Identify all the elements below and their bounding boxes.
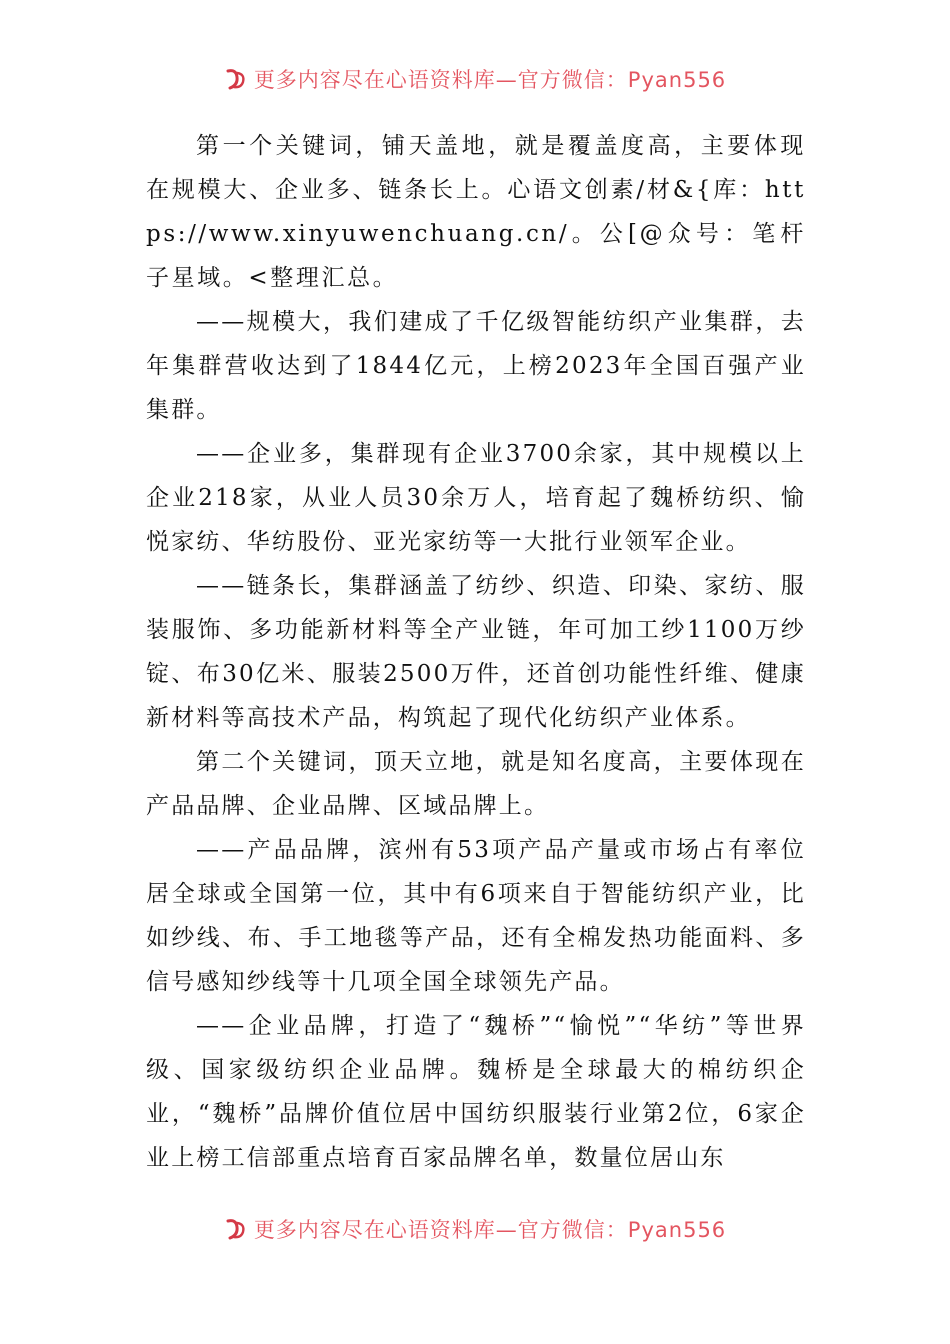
paragraph-product-brand: ——产品品牌，滨州有53项产品产量或市场占有率位居全球或全国第一位，其中有6项来自于智能纺织产业，比如纱线、布、手工地毯等产品，还有全棉发热功能面料、多信号感知纱线等十几项全国全球领先产品。 — [146, 837, 806, 995]
paragraph-enterprise-brand: ——企业品牌，打造了“魏桥”“愉悦”“华纺”等世界级、国家级纺织企业品牌。魏桥是全球最大的棉纺织企业，“魏桥”品牌价值位居中国纺织服装行业第2位，6家企业上榜工信部重点培育百家品牌名单，数量位居山东 — [146, 1013, 806, 1171]
document-body — [146, 124, 806, 1180]
watermark-text: 更多内容尽在心语资料库—官方微信：Pyan556 — [253, 68, 727, 92]
paragraph-scale: ——规模大，我们建成了千亿级智能纺织产业集群，去年集群营收达到了1844亿元，上榜2023年全国百强产业集群。 — [146, 309, 806, 423]
watermark-logo-icon — [224, 67, 248, 91]
paragraph-keyword-two: 第二个关键词，顶天立地，就是知名度高，主要体现在产品品牌、企业品牌、区域品牌上。 — [146, 749, 806, 819]
paragraph-keyword-one: 第一个关键词，铺天盖地，就是覆盖度高，主要体现在规模大、企业多、链条长上。心语文创素/材&{库：https://www.xinyuwenchuang.cn/。公[@众号：笔杆子星域。<整理汇总。 — [146, 133, 806, 291]
watermark-logo-icon — [224, 1217, 248, 1241]
watermark-text: 更多内容尽在心语资料库—官方微信：Pyan556 — [253, 1218, 727, 1242]
paragraph-chain: ——链条长，集群涵盖了纺纱、织造、印染、家纺、服装服饰、多功能新材料等全产业链，年可加工纱1100万纱锭、布30亿米、服装2500万件，还首创功能性纤维、健康新材料等高技术产品，构筑起了现代化纺织产业体系。 — [146, 573, 806, 731]
paragraph-enterprises: ——企业多，集群现有企业3700余家，其中规模以上企业218家，从业人员30余万人，培育起了魏桥纺织、愉悦家纺、华纺股份、亚光家纺等一大批行业领军企业。 — [146, 441, 806, 555]
header-watermark — [0, 53, 950, 93]
footer-watermark — [0, 1203, 950, 1243]
